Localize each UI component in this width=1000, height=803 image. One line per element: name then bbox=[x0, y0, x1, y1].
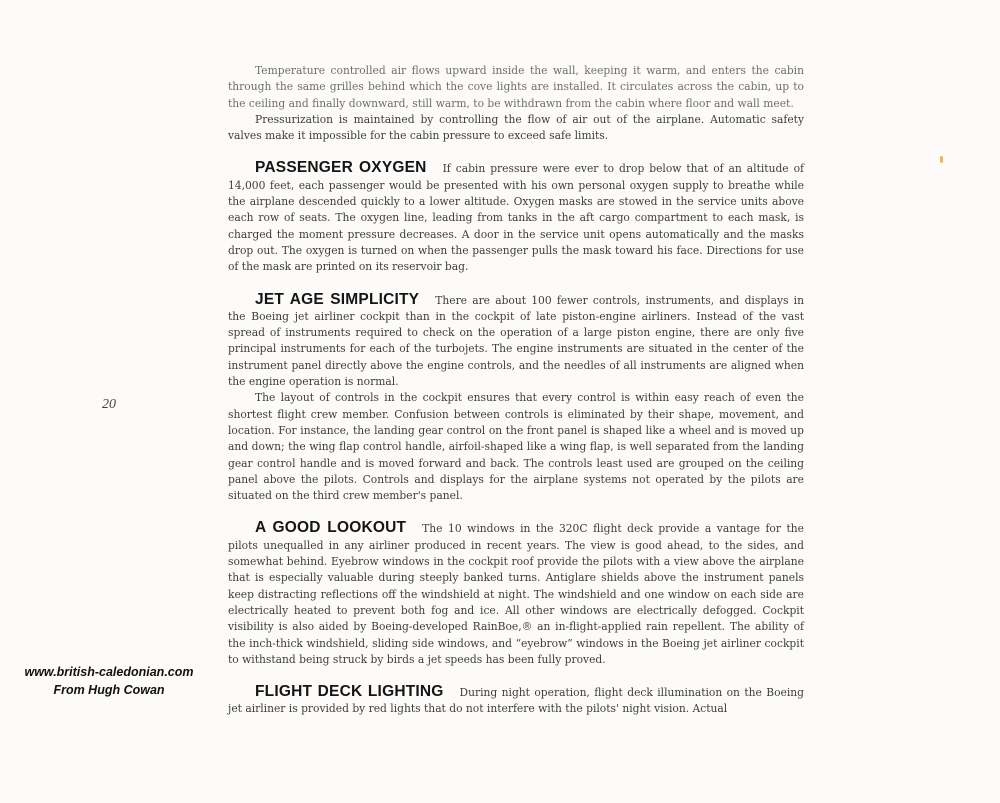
paper-speck bbox=[940, 156, 943, 163]
section-passenger-oxygen bbox=[228, 160, 804, 275]
source-credit bbox=[16, 663, 202, 699]
section-a-good-lookout bbox=[228, 520, 804, 668]
section-text: There are about 100 fewer controls, instruments, and displays in the Boeing jet airliner cockpit than in the cockpit of late piston-engine airliners. Instead of the vast spread of instruments required to check on the operation of a large piston engine, there are only five principal instruments for each of the turbojets. The engine instruments are situated in the center of the instrument panel directly above the engine controls, and the needles of all instruments are aligned when the engine operation is normal. bbox=[228, 293, 804, 389]
section-paragraph bbox=[228, 520, 804, 668]
section-heading: A GOOD LOOKOUT bbox=[255, 519, 407, 537]
page-number: 20 bbox=[102, 397, 116, 412]
section-heading: JET AGE SIMPLICITY bbox=[255, 290, 420, 308]
text-column bbox=[228, 63, 804, 718]
section-heading: FLIGHT DECK LIGHTING bbox=[255, 683, 444, 701]
section-paragraph bbox=[228, 292, 804, 391]
section-paragraph bbox=[228, 160, 804, 275]
intro-paragraph-1: Temperature controlled air flows upward inside the wall, keeping it warm, and enters the cabin through the same grilles behind which the cove lights are installed. It circulates across the cabin, up to the ceiling and finally downward, still warm, to be withdrawn from the cabin where floor and wall meet. bbox=[228, 64, 804, 110]
intro-section bbox=[228, 63, 804, 144]
intro-paragraph-2: Pressurization is maintained by controlling the flow of air out of the airplane. Automatic safety valves make it impossible for the cabin pressure to exceed safe limits. bbox=[228, 112, 804, 143]
section-paragraph-2: The layout of controls in the cockpit ensures that every control is within easy reach of even the shortest flight crew member. Confusion between controls is eliminated by their shape, movement, and location. For instance, the landing gear control on the front panel is shaped like a wheel and is moved up and down; the wing flap control handle, airfoil-shaped like a wing flap, is well separated from the landing gear control handle and is moved forward and back. The controls least used are grouped on the ceiling panel above the pilots. Controls and displays for the airplane systems not operated by the pilots are situated on the third crew member's panel. bbox=[228, 391, 804, 503]
credit-author: From Hugh Cowan bbox=[53, 683, 165, 697]
section-text: If cabin pressure were ever to drop below that of an altitude of 14,000 feet, each passenger would be presented with his own personal oxygen supply to breathe while the airplane descended quickly to a lower altitude. Oxygen masks are stowed in the service units above each row of seats. The oxygen line, leading from tanks in the aft cargo compartment to each mask, is charged the moment pressure decreases. A door in the service unit opens automatically and the masks drop out. The oxygen is turned on when the passenger pulls the mask toward his face. Directions for use of the mask are printed on its reservoir bag. bbox=[228, 162, 804, 274]
section-flight-deck-lighting bbox=[228, 684, 804, 718]
section-paragraph bbox=[228, 684, 804, 718]
section-text: The 10 windows in the 320C flight deck provide a vantage for the pilots unequalled in any airliner produced in recent years. The view is good ahead, to the sides, and somewhat behind. Eyebrow windows in the cockpit roof provide the pilots with a view above the airplane that is especially valuable during steeply banked turns. Antiglare shields above the instrument panels keep distracting reflections off the windshield at night. The windshield and one window on each side are electrically heated to prevent both fog and ice. All other windows are electrically defogged. Cockpit visibility is also aided by Boeing-developed RainBoe,® an in-flight-applied rain repellent. The ability of the inch-thick windshield, sliding side windows, and “eyebrow” windows in the Boeing jet airliner cockpit to withstand being struck by birds a jet speeds has been fully proved. bbox=[228, 522, 804, 666]
section-jet-age-simplicity bbox=[228, 292, 804, 505]
section-heading: PASSENGER OXYGEN bbox=[255, 159, 427, 177]
section-text: During night operation, flight deck illumination on the Boeing jet airliner is provided by red lights that do not interfere with the pilots' night vision. Actual bbox=[228, 686, 804, 716]
credit-website: www.british-caledonian.com bbox=[24, 665, 194, 679]
